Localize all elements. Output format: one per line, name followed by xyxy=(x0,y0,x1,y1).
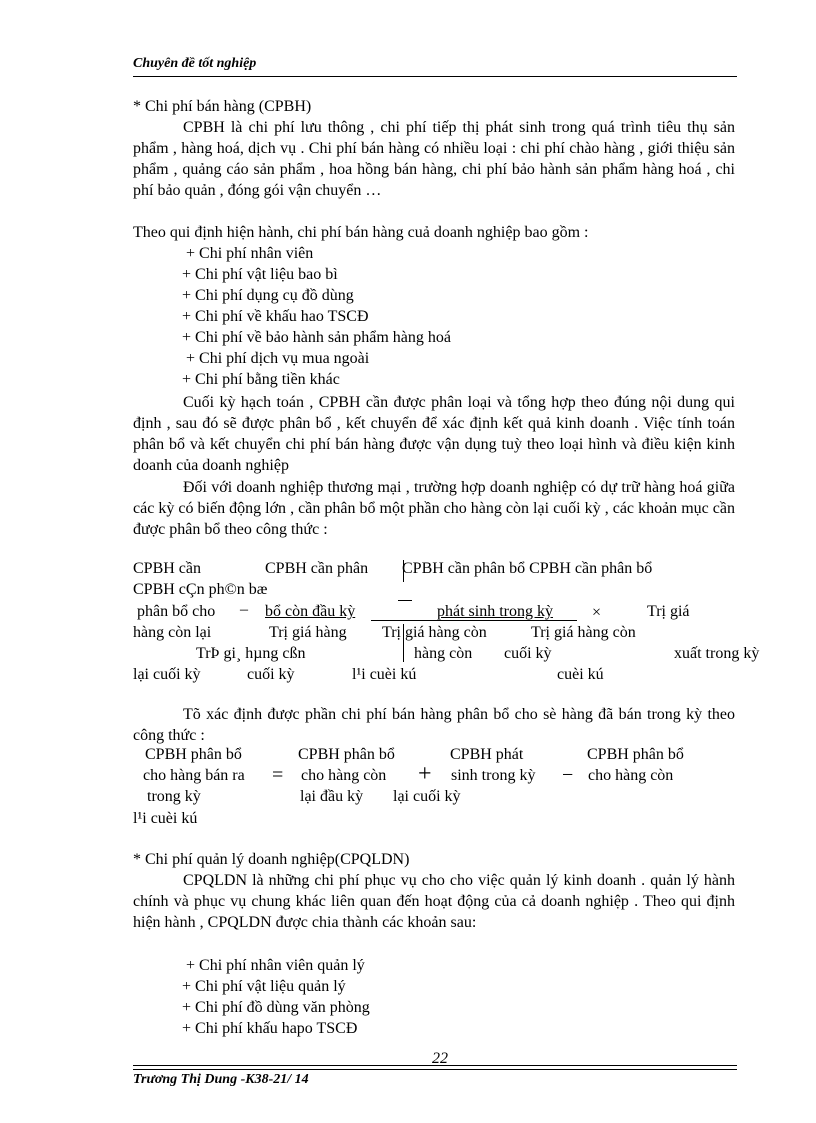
minus-symbol: − xyxy=(562,764,574,786)
formula-text: CPBH phân bổ xyxy=(145,746,242,763)
equals-symbol: = xyxy=(272,764,284,786)
cpbh-heading: * Chi phí bán hàng (CPBH) xyxy=(133,98,312,115)
formula-text: lại cuối kỳ xyxy=(393,788,461,805)
formula-text: Trị giá hàng còn xyxy=(531,624,636,641)
cpqldn-definition-paragraph: CPQLDN là những chi phí phục vụ cho cho việc quản lý kinh doanh . quản lý hành chính và phục vụ chung khác liên quan đến hoạt động của cả doanh nghiệp . Theo qui định hiện hành , CPQLDN được chia thành các khoản sau: xyxy=(133,872,735,931)
list-item: + Chi phí vật liệu quản lý xyxy=(182,978,346,995)
list-item: + Chi phí dịch vụ mua ngoài xyxy=(186,350,370,367)
formula-text: Trị giá hàng xyxy=(269,624,347,641)
formula-text: trong kỳ xyxy=(147,788,201,805)
page-header-title: Chuyên đề tốt nghiệp xyxy=(133,56,257,71)
cpqldn-heading: * Chi phí quản lý doanh nghiệp(CPQLDN) xyxy=(133,851,410,868)
footer-rule-bottom xyxy=(133,1069,737,1070)
bracket-mark xyxy=(403,560,404,582)
formula-text: CPBH phân bổ xyxy=(587,746,684,763)
formula-text: hàng còn xyxy=(414,645,473,662)
bracket-mark xyxy=(403,624,404,662)
formula-text: xuất trong kỳ xyxy=(674,645,760,662)
formula-text: Trị giá xyxy=(647,603,690,620)
list-item: + Chi phí khấu hapo TSCĐ xyxy=(182,1020,358,1037)
formula-text: lại đầu kỳ xyxy=(300,788,364,805)
formula-text: cho hàng còn xyxy=(301,767,387,784)
formula-text: TrÞ gi¸ hµng cßn xyxy=(196,645,306,662)
cpbh-definition-paragraph: CPBH là chi phí lưu thông , chi phí tiếp thị phát sinh trong quá trình tiêu thụ sản phẩm , hàng hoá, dịch vụ . Chi phí bán hàng có nhiều loại : chi phí chào hàng , giới thiệu sản phẩm , quảng cáo sản phẩm , hoa hồng bán hàng, chi phí bảo hành sản phẩm hàng hoá , chi phí bảo quản , đóng gói vận chuyển … xyxy=(133,119,735,199)
formula-text: sinh trong kỳ xyxy=(451,767,536,784)
formula-text: cuèi kú xyxy=(557,666,604,683)
footer-author: Trương Thị Dung -K38-21/ 14 xyxy=(133,1072,309,1087)
formula-text: phân bổ cho xyxy=(137,603,216,620)
list-item: + Chi phí nhân viên xyxy=(186,245,314,262)
formula-text: lại cuối kỳ xyxy=(133,666,201,683)
formula-text: cho hàng bán ra xyxy=(143,767,245,784)
cpbh-intro: Theo qui định hiện hành, chi phí bán hàng cuả doanh nghiệp bao gồm : xyxy=(133,224,589,241)
formula-text: Trị giá hàng còn xyxy=(382,624,487,641)
list-item: + Chi phí về khấu hao TSCĐ xyxy=(182,308,369,325)
page-number: 22 xyxy=(432,1050,448,1067)
formula-text: CPBH phân bổ xyxy=(298,746,395,763)
formula-text: CPBH cÇn ph©n bæ xyxy=(133,581,268,598)
minus-symbol: – xyxy=(240,601,248,618)
formula-text: cuối kỳ xyxy=(247,666,295,683)
formula-text: phát sinh trong kỳ xyxy=(437,603,553,620)
formula-text: CPBH cần phân bổ CPBH cần phân bổ xyxy=(402,560,653,577)
list-item: + Chi phí dụng cụ đồ dùng xyxy=(182,287,354,304)
fraction-line xyxy=(371,620,577,621)
list-item: + Chi phí nhân viên quản lý xyxy=(186,957,365,974)
formula-text: l¹i cuèi kú xyxy=(133,810,198,827)
cpbh-items-list xyxy=(182,243,451,390)
footer-rule-top xyxy=(133,1065,737,1066)
list-item: + Chi phí đồ dùng văn phòng xyxy=(182,999,370,1016)
formula-text: l¹i cuèi kú xyxy=(352,666,417,683)
cpqldn-items-list xyxy=(182,955,370,1039)
list-item: + Chi phí bằng tiền khác xyxy=(182,371,340,388)
formula-text: cho hàng còn xyxy=(588,767,674,784)
formula-text: CPBH cần xyxy=(133,560,201,577)
formula-text: CPBH cần phân xyxy=(265,560,369,577)
cpbh-trade-paragraph: Đối với doanh nghiệp thương mại , trường hợp doanh nghiệp có dự trữ hàng hoá giữa các kỳ có biến động lớn , cần phân bổ một phần cho hàng còn lại cuối kỳ , các khoản mục cần được phân bổ theo công thức : xyxy=(133,479,735,538)
fraction-dash xyxy=(398,600,412,601)
list-item: + Chi phí về bảo hành sản phẩm hàng hoá xyxy=(182,329,451,346)
header-rule xyxy=(133,76,737,77)
formula-intro-paragraph: Tõ xác định được phần chi phí bán hàng phân bổ cho sè hàng đã bán trong kỳ theo công thức : xyxy=(133,706,735,744)
formula-text: hàng còn lại xyxy=(133,624,212,641)
formula-text: CPBH phát xyxy=(450,746,524,763)
cpbh-allocation-paragraph: Cuối kỳ hạch toán , CPBH cần được phân loại và tổng hợp theo đúng nội dung qui định , sau đó sẽ được phân bổ , kết chuyển để xác định kết quả kinh doanh . Việc tính toán phân bổ và kết chuyển chi phí bán hàng được vận dụng tuỳ theo loại hình và điều kiện kinh doanh của doanh nghiệp xyxy=(133,394,735,474)
plus-symbol: + xyxy=(418,761,432,787)
formula-text: cuối kỳ xyxy=(504,645,552,662)
formula-text: bổ còn đầu kỳ xyxy=(265,603,356,620)
list-item: + Chi phí vật liệu bao bì xyxy=(182,266,338,283)
times-symbol: × xyxy=(592,604,602,621)
